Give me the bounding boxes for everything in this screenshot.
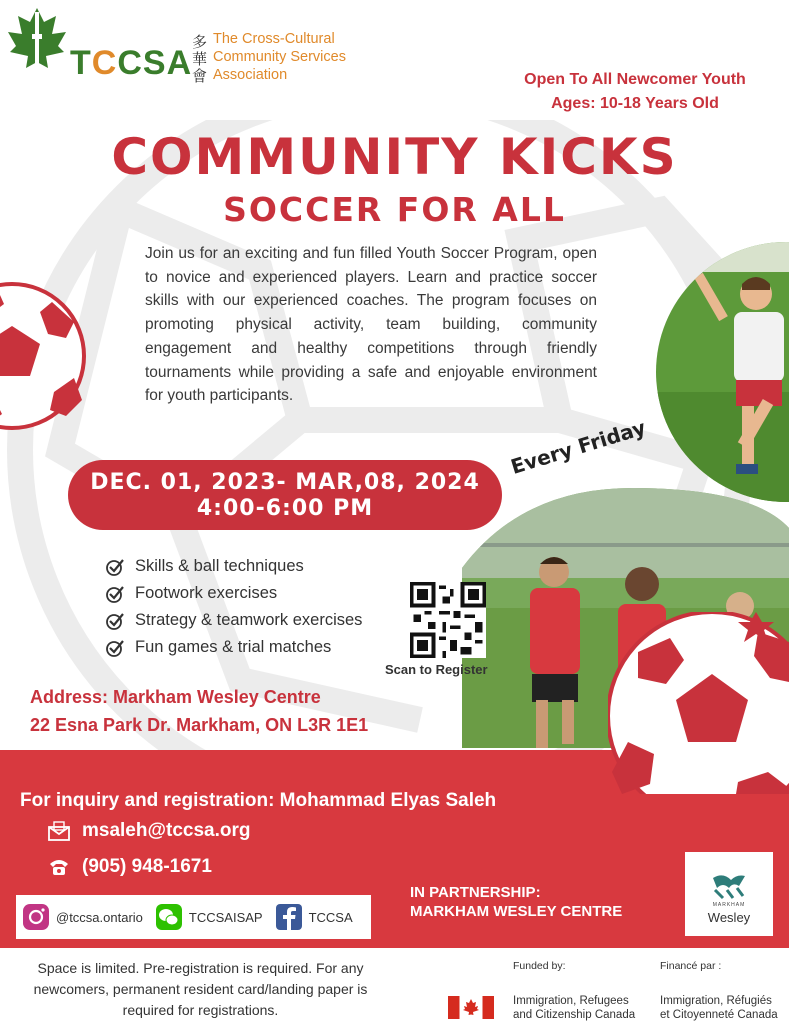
- eligibility-audience: Open To All Newcomer Youth: [524, 71, 746, 88]
- contact-title: For inquiry and registration: Mohammad Elyas Saleh: [20, 790, 497, 811]
- partner-name: MARKHAM WESLEY CENTRE: [410, 903, 623, 920]
- department-en-line-2: and Citizenship Canada: [513, 1009, 636, 1021]
- partner-logo: [685, 852, 773, 936]
- department-name-fr: [660, 994, 778, 1022]
- telephone-icon: [48, 857, 70, 877]
- list-item: [105, 553, 362, 580]
- wesley-figures-icon: [709, 870, 749, 900]
- logo-organization-name: [213, 30, 373, 84]
- list-item: [105, 607, 362, 634]
- check-circle-icon: [105, 557, 125, 577]
- schedule-banner: [68, 460, 502, 530]
- photo-boy-running: [656, 232, 789, 512]
- wechat-handle[interactable]: TCCSAISAP: [188, 909, 263, 925]
- maple-leaf-tower-icon: [6, 6, 68, 82]
- funded-by-label: Funded by:: [513, 960, 566, 972]
- eligibility-note: [490, 68, 780, 116]
- page-title: COMMUNITY KICKS: [111, 128, 678, 186]
- instagram-icon[interactable]: [22, 903, 50, 931]
- venue-address: [30, 683, 368, 739]
- logo-name-line-1: The Cross-Cultural: [213, 31, 335, 47]
- canada-flag-icon: [448, 996, 494, 1019]
- phone-number[interactable]: (905) 948-1671: [82, 856, 212, 877]
- checklist-item-label: Skills & ball techniques: [135, 557, 304, 575]
- department-fr-line-2: et Citoyenneté Canada: [660, 1009, 778, 1021]
- partnership-note: [410, 883, 622, 921]
- partner-logo-name: Wesley: [707, 910, 751, 925]
- page-subtitle: SOCCER FOR ALL: [223, 190, 566, 229]
- contact-email[interactable]: [48, 820, 251, 842]
- logo-chinese-name: 多華會: [192, 33, 208, 85]
- program-description: Join us for an exciting and fun filled Youth Soccer Program, open to novice and experienced players. Learn and practice soccer skills with our experienced coaches. The program focuses on promoting physical activity, team building, community engagement and healthy competitions through friendly tournaments while providing a safe and enjoyable environment for youth participants.: [145, 245, 597, 405]
- department-en-line-1: Immigration, Refugees: [513, 995, 629, 1007]
- partnership-label: IN PARTNERSHIP:: [410, 884, 541, 901]
- contact-phone[interactable]: [48, 856, 212, 878]
- envelope-icon: [48, 821, 70, 841]
- facebook-handle[interactable]: TCCSA: [308, 909, 353, 925]
- soccer-ball-right-overlay-icon: [608, 750, 789, 794]
- address-line-2: 22 Esna Park Dr. Markham, ON L3R 1E1: [30, 715, 369, 735]
- address-line-1: Address: Markham Wesley Centre: [30, 687, 321, 707]
- schedule-dates: DEC. 01, 2023- MAR,08, 2024: [90, 470, 480, 495]
- funded-by-label-fr: Financé par :: [660, 960, 722, 972]
- schedule-frequency: Every Friday: [508, 415, 649, 479]
- soccer-ball-left-icon: [0, 282, 86, 430]
- list-item: [105, 580, 362, 607]
- qr-label: Scan to Register: [385, 662, 488, 677]
- email-link[interactable]: msaleh@tccsa.org: [82, 820, 251, 841]
- partner-logo-small-text: MARKHAM: [712, 902, 746, 908]
- logo-wordmark: TCCSA: [70, 44, 193, 82]
- feature-checklist: [105, 553, 362, 661]
- wechat-icon[interactable]: [155, 903, 183, 931]
- checklist-item-label: Fun games & trial matches: [135, 638, 332, 656]
- logo-name-line-3: Association: [213, 67, 288, 83]
- registration-note: Space is limited. Pre-registration is required. For any newcomers, permanent resident card/landing paper is required for registrations.: [33, 960, 368, 1018]
- social-media-bar: [16, 895, 371, 939]
- check-circle-icon: [105, 638, 125, 658]
- eligibility-ages: Ages: 10-18 Years Old: [551, 95, 719, 112]
- check-circle-icon: [105, 611, 125, 631]
- instagram-handle[interactable]: @tccsa.ontario: [56, 909, 143, 925]
- checklist-item-label: Footwork exercises: [135, 584, 278, 602]
- qr-code-icon[interactable]: [410, 582, 486, 658]
- check-circle-icon: [105, 584, 125, 604]
- schedule-time: 4:00-6:00 PM: [196, 496, 374, 521]
- department-fr-line-1: Immigration, Réfugiés: [660, 995, 772, 1007]
- list-item: [105, 634, 362, 661]
- checklist-item-label: Strategy & teamwork exercises: [135, 611, 363, 629]
- facebook-icon[interactable]: [275, 903, 303, 931]
- department-name-en: [513, 994, 635, 1022]
- logo-name-line-2: Community Services: [213, 49, 346, 65]
